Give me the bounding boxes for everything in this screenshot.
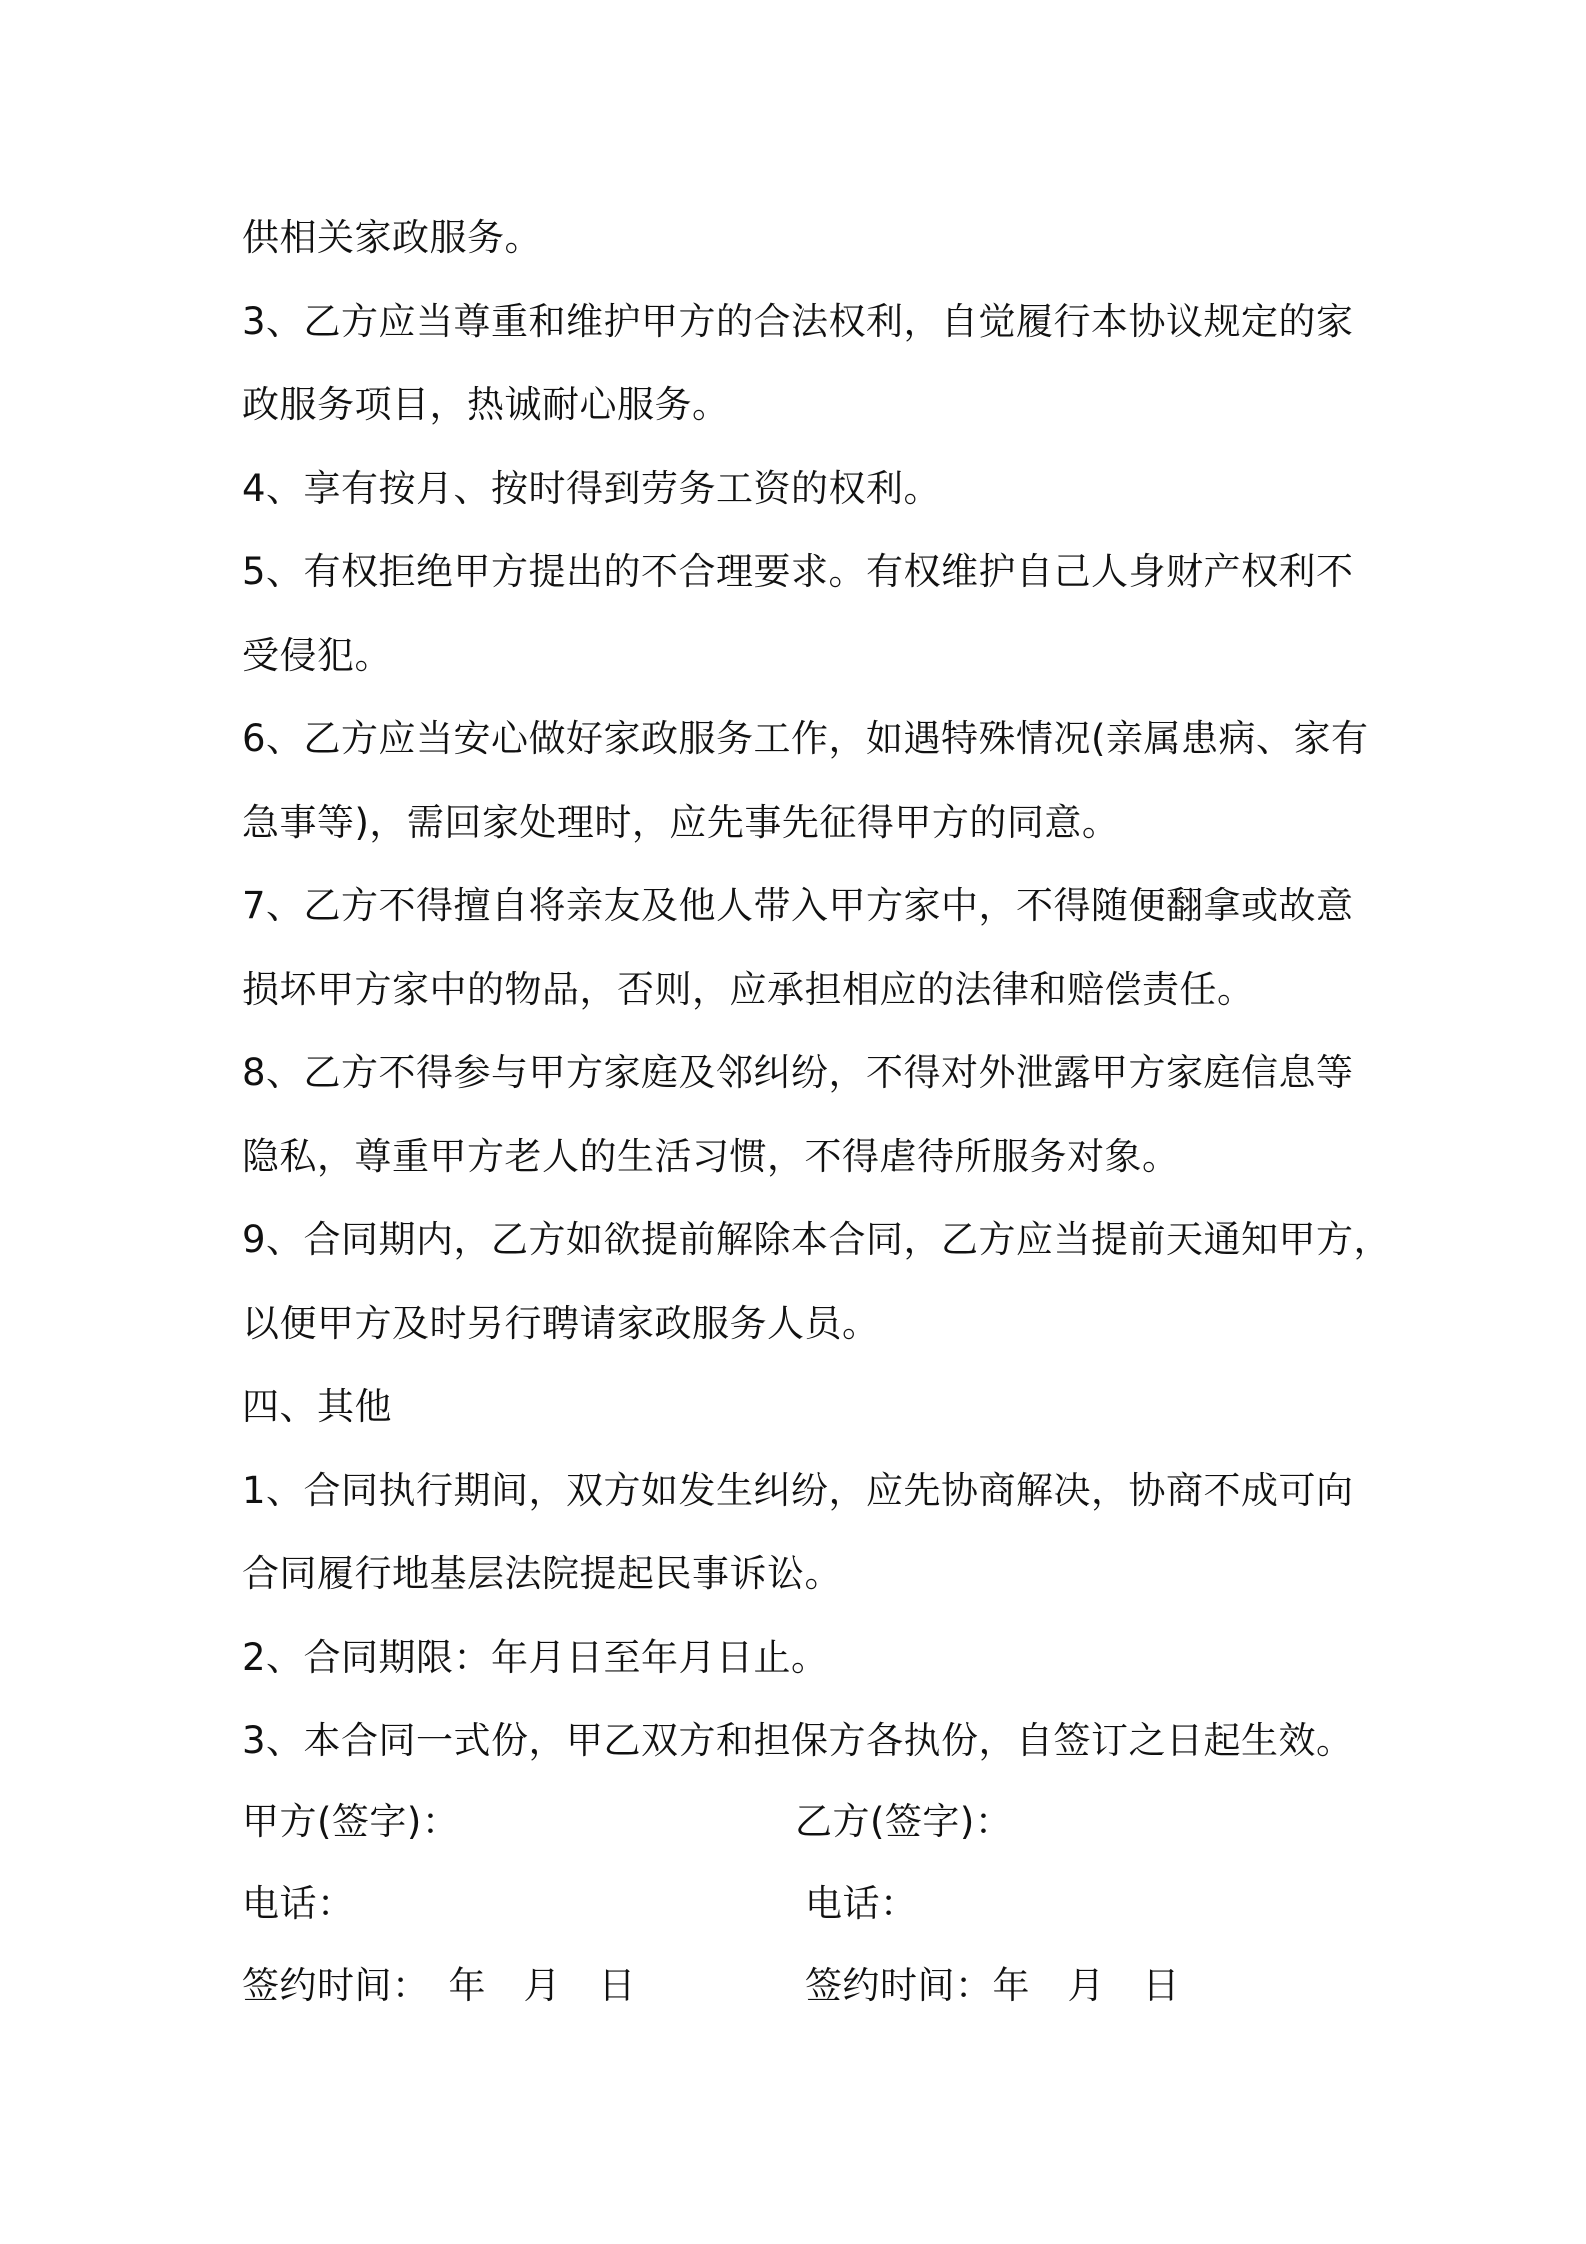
clause-line: 4、享有按月、按时得到劳务工资的权利。 <box>242 466 942 510</box>
clause-line: 受侵犯。 <box>242 633 392 677</box>
clause-line: 8、乙方不得参与甲方家庭及邻纠纷，不得对外泄露甲方家庭信息等 <box>242 1051 1354 1094</box>
party-a-signature: 甲方(签字)： <box>242 1800 460 1843</box>
clause-line: 供相关家政服务。 <box>242 216 542 259</box>
section-heading: 四、其他 <box>242 1385 392 1428</box>
clause-line: 9、合同期内，乙方如欲提前解除本合同，乙方应当提前天通知甲方， <box>242 1218 1392 1261</box>
clause-line: 7、乙方不得擅自将亲友及他人带入甲方家中，不得随便翻拿或故意 <box>242 884 1354 927</box>
clause-line: 急事等)，需回家处理时，应先事先征得甲方的同意。 <box>242 800 1120 844</box>
party-a-phone: 电话： <box>242 1882 355 1925</box>
party-a-sign-date: 签约时间： 年 月 日 <box>242 1964 636 2007</box>
clause-line: 3、本合同一式份，甲乙双方和担保方各执份，自签订之日起生效。 <box>242 1719 1354 1762</box>
clause-line: 2、合同期限：年月日至年月日止。 <box>242 1635 829 1679</box>
clause-line: 合同履行地基层法院提起民事诉讼。 <box>242 1552 842 1595</box>
party-b-sign-date: 签约时间：年 月 日 <box>805 1964 1180 2007</box>
party-b-signature: 乙方(签字)： <box>795 1800 1013 1843</box>
clause-line: 隐私，尊重甲方老人的生活习惯，不得虐待所服务对象。 <box>242 1134 1180 1178</box>
clause-line: 5、有权拒绝甲方提出的不合理要求。有权维护自己人身财产权利不 <box>242 550 1354 593</box>
clause-line: 3、乙方应当尊重和维护甲方的合法权利，自觉履行本协议规定的家 <box>242 299 1354 343</box>
contract-body <box>242 196 1402 1783</box>
clause-line: 政服务项目，热诚耐心服务。 <box>242 383 730 426</box>
clause-line: 6、乙方应当安心做好家政服务工作，如遇特殊情况(亲属患病、家有 <box>242 717 1369 760</box>
party-b-phone: 电话： <box>805 1882 918 1925</box>
clause-line: 损坏甲方家中的物品，否则，应承担相应的法律和赔偿责任。 <box>242 967 1255 1011</box>
clause-line: 1、合同执行期间，双方如发生纠纷，应先协商解决，协商不成可向 <box>242 1468 1354 1512</box>
clause-line: 以便甲方及时另行聘请家政服务人员。 <box>242 1301 880 1345</box>
